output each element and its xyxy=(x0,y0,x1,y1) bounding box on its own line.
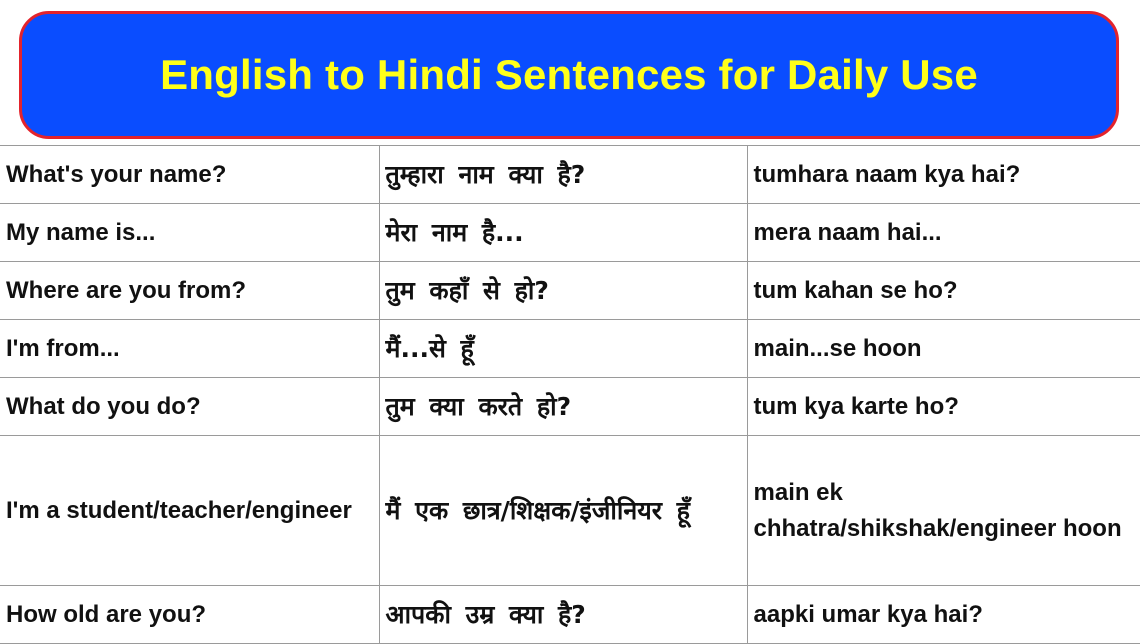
english-cell: Where are you from? xyxy=(0,262,379,320)
table-row xyxy=(0,146,1140,204)
english-cell: What's your name? xyxy=(0,146,379,204)
transliteration-cell: tum kahan se ho? xyxy=(747,262,1140,320)
table-row xyxy=(0,320,1140,378)
english-cell: I'm a student/teacher/engineer xyxy=(0,436,379,586)
transliteration-cell: tumhara naam kya hai? xyxy=(747,146,1140,204)
hindi-cell: तुम कहाँ से हो? xyxy=(379,262,747,320)
phrase-table xyxy=(0,145,1140,644)
english-cell: I'm from... xyxy=(0,320,379,378)
table-row xyxy=(0,262,1140,320)
transliteration-cell: mera naam hai... xyxy=(747,204,1140,262)
hindi-cell: मैं...से हूँ xyxy=(379,320,747,378)
transliteration-cell: main ek chhatra/shikshak/engineer hoon xyxy=(747,436,1140,586)
english-cell: My name is... xyxy=(0,204,379,262)
hindi-cell: तुम क्या करते हो? xyxy=(379,378,747,436)
english-cell: What do you do? xyxy=(0,378,379,436)
page-title: English to Hindi Sentences for Daily Use xyxy=(160,51,978,98)
hindi-cell: मेरा नाम है... xyxy=(379,204,747,262)
table-row xyxy=(0,204,1140,262)
hindi-cell: आपकी उम्र क्या है? xyxy=(379,586,747,644)
table-row xyxy=(0,436,1140,586)
transliteration-cell: tum kya karte ho? xyxy=(747,378,1140,436)
table-row xyxy=(0,586,1140,644)
title-banner xyxy=(19,11,1119,139)
hindi-cell: तुम्हारा नाम क्या है? xyxy=(379,146,747,204)
transliteration-cell: aapki umar kya hai? xyxy=(747,586,1140,644)
transliteration-cell: main...se hoon xyxy=(747,320,1140,378)
english-cell: How old are you? xyxy=(0,586,379,644)
hindi-cell: मैं एक छात्र/शिक्षक/इंजीनियर हूँ xyxy=(379,436,747,586)
table-row xyxy=(0,378,1140,436)
